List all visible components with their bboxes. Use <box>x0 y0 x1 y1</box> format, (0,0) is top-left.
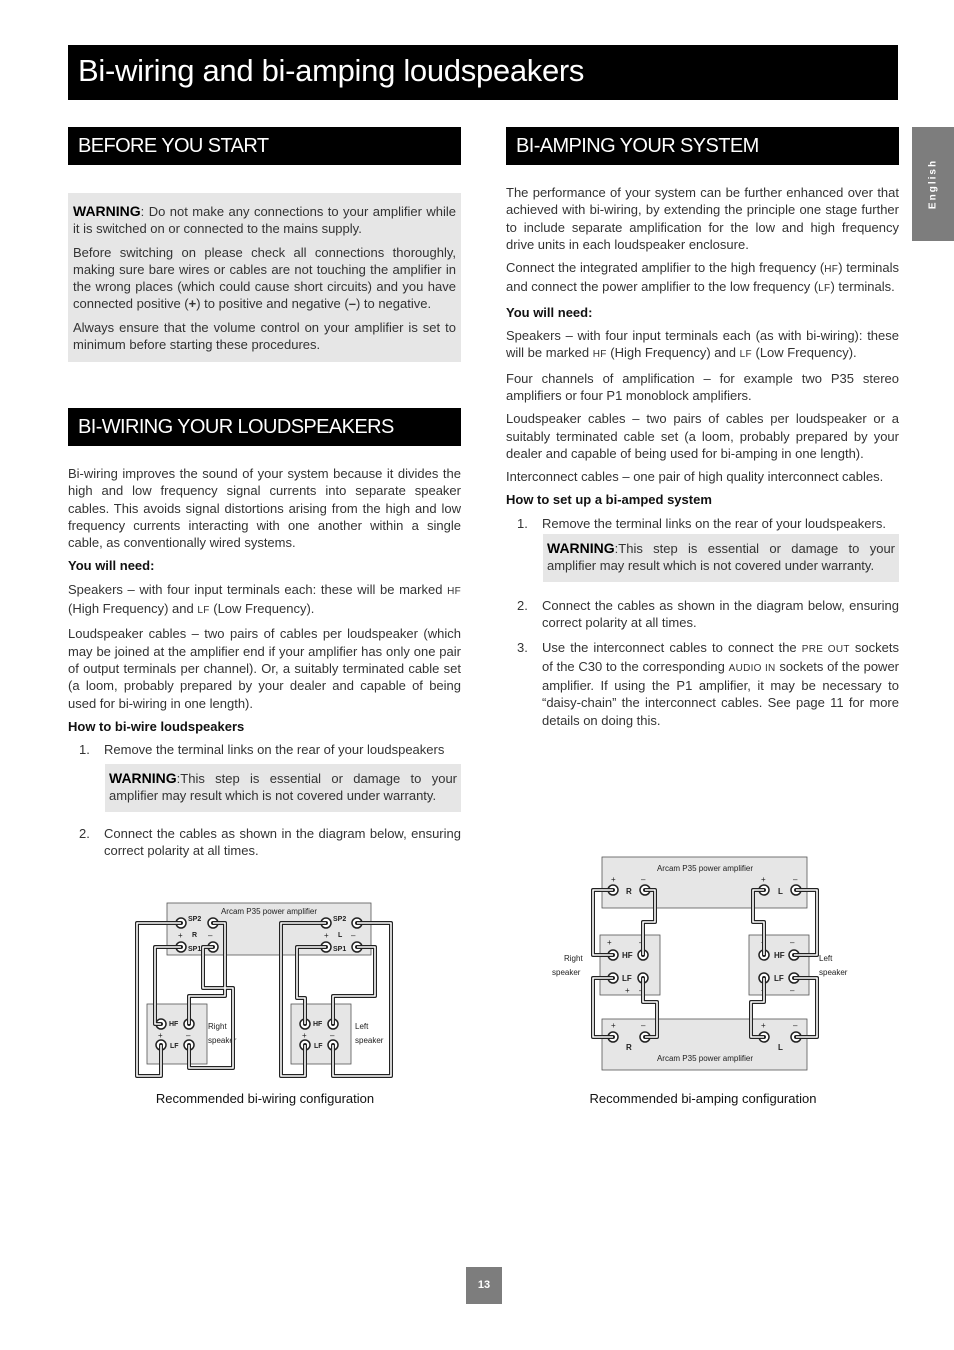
step-number: 1. <box>517 515 528 531</box>
plus-left-spk: + <box>761 938 766 947</box>
bi-amping-steps <box>506 597 899 735</box>
warning-para-2 <box>73 244 456 313</box>
bi-amping-intro: The performance of your system can be further enhanced over that achieved with bi-wiring, by extending the principle one stage further to include separate amplification for the low and high frequency drive units in each loudspeaker enclosure. <box>506 185 899 252</box>
l-label: L <box>338 932 343 939</box>
hf-right: HF <box>169 1021 179 1028</box>
step-3 <box>506 639 899 729</box>
connect-text-a: Connect the integrated amplifier to the high frequency ( <box>506 260 825 276</box>
before-you-start-heading: BEFORE YOU START <box>68 127 461 165</box>
minus-bottom-r: – <box>641 1021 646 1030</box>
step-text <box>542 639 899 729</box>
step-warning-box-right <box>543 534 899 582</box>
lf-left: LF <box>314 1043 323 1050</box>
lf-right: LF <box>622 974 632 983</box>
bi-amping-caption: Recommended bi-amping configuration <box>589 1091 817 1106</box>
sp2-r-label: SP2 <box>188 916 202 923</box>
r-label: R <box>192 932 198 939</box>
pre-out-label: PRE OUT <box>801 643 850 655</box>
minus-sign: – <box>348 296 356 312</box>
speakers-text-c: (Low Frequency). <box>209 601 315 617</box>
amp-label-bottom: Arcam P35 power amplifier <box>656 1054 754 1063</box>
step-text: Remove the terminal links on the rear of your loudspeakers <box>104 742 445 758</box>
audio-in-label: AUDIO IN <box>728 662 776 674</box>
plus-r: + <box>178 931 183 940</box>
plus-left-spk-lf: + <box>761 986 766 995</box>
language-tab <box>912 127 954 241</box>
l-top: L <box>778 887 783 896</box>
plus-top-l: + <box>761 875 766 884</box>
minus-right-spk-lf: – <box>639 986 644 995</box>
hf-left: HF <box>313 1021 323 1028</box>
speakers-text-c: (Low Frequency). <box>751 345 857 361</box>
you-will-need-heading: You will need: <box>68 558 155 574</box>
bi-wiring-caption: Recommended bi-wiring configuration <box>155 1091 375 1106</box>
minus-left-speaker: – <box>330 1031 335 1040</box>
how-to-bi-wire-heading: How to bi-wire loudspeakers <box>68 718 245 734</box>
bi-wiring-step-2 <box>68 825 461 866</box>
hf-label: HF <box>824 264 839 276</box>
step-1 <box>68 741 461 758</box>
left-speaker-label-2: speaker <box>819 968 848 977</box>
step-warning-box <box>105 764 461 812</box>
step-text: Connect the cables as shown in the diagram below, ensuring correct polarity at all times. <box>104 826 461 859</box>
step-text: Remove the terminal links on the rear of your loudspeakers. <box>542 515 886 531</box>
warning-para-2b: ) to positive and negative ( <box>196 296 349 312</box>
warning-text: : Do not make any connections to your amplifier while it is switched on or connected to the mains supply. <box>73 204 456 237</box>
plus-bottom-r: + <box>611 1021 616 1030</box>
plus-l: + <box>324 931 329 940</box>
sp2-l-label: SP2 <box>333 916 347 923</box>
cables-requirement: Loudspeaker cables – two pairs of cables per loudspeaker (which may be joined at the amplifier end if your amplifier has only one pair of output terminals per channel). Or, a suitably terminated cable set (a loom, probably prepared by your dealer and capable of being used for bi-wiring in one length). <box>68 626 461 711</box>
hf-label: HF <box>592 349 607 361</box>
lf-label: LF <box>739 349 752 361</box>
step-number: 2. <box>79 826 90 841</box>
speakers-requirement <box>506 327 899 364</box>
step3-text-c: sockets of the power amplifier. If using the P1 amplifier, it may be necessary to “daisy-chain” the interconnect cables. See page 11 for more details on doing this. <box>542 658 900 728</box>
warning-para-3: Always ensure that the volume control on your amplifier is set to minimum before starting these procedures. <box>73 319 456 353</box>
warning-label: WARNING <box>547 540 615 556</box>
l-bottom: L <box>778 1043 783 1052</box>
hf-label: HF <box>447 585 461 597</box>
bi-wiring-intro: Bi-wiring improves the sound of your system because it divides the high and low frequency signal currents into separate speaker cables. This avoids signal distortions arising from the high and low frequency currents interacting with one another within a single cable, as conventionally wired systems. <box>68 466 461 551</box>
bi-amping-diagram <box>545 852 865 1074</box>
minus-left-spk-lf: – <box>790 986 795 995</box>
step-number: 1. <box>79 742 90 758</box>
bi-wiring-heading: BI-WIRING YOUR LOUDSPEAKERS <box>68 408 461 446</box>
step3-text-a: Use the interconnect cables to connect the <box>542 639 802 655</box>
step-2 <box>68 825 461 860</box>
bi-amping-heading: BI-AMPING YOUR SYSTEM <box>506 127 899 165</box>
left-speaker-label-1: Left <box>355 1022 369 1031</box>
how-to-bi-amp-heading: How to set up a bi-amped system <box>506 492 712 508</box>
lf-left: LF <box>774 974 784 983</box>
minus-l: – <box>351 931 356 940</box>
step-2 <box>506 597 899 632</box>
minus-top-r: – <box>641 875 646 884</box>
right-speaker-label-2: speaker <box>552 968 581 977</box>
you-will-need-heading: You will need: <box>506 304 593 320</box>
left-speaker-panel <box>291 1004 351 1064</box>
plus-bottom-l: + <box>761 1021 766 1030</box>
right-speaker-label-1: Right <box>564 954 583 963</box>
cables-requirement: Loudspeaker cables – two pairs of cables per loudspeaker or a suitably terminated cable set (a loom, probably prepared by your dealer and capable of being used for bi-amping in one length). <box>506 411 899 461</box>
warning-text: :This step is essential or damage to your amplifier may result which is not covered under warranty. <box>547 541 895 574</box>
lf-label: LF <box>197 605 210 617</box>
step-warning-text <box>109 770 457 805</box>
bi-amping-body <box>506 184 899 538</box>
step3-text-b: sockets of the C30 to the corresponding <box>542 639 899 674</box>
bi-amping-connect <box>506 259 899 298</box>
speakers-text-a: Speakers – with four input terminals each (as with bi-wiring): these will be marked <box>506 328 899 361</box>
right-speaker-label-1: Right <box>208 1022 227 1031</box>
minus-top-l: – <box>793 875 798 884</box>
hf-left: HF <box>774 951 785 960</box>
speakers-text-b: (High Frequency) and <box>68 601 198 617</box>
step-number: 2. <box>517 598 528 613</box>
page-number: 13 <box>466 1267 502 1304</box>
bi-wiring-body <box>68 465 461 764</box>
step-warning-text <box>547 540 895 575</box>
bi-wiring-diagram <box>125 898 405 1083</box>
minus-r: – <box>208 931 213 940</box>
minus-left-spk: – <box>790 938 795 947</box>
right-speaker-label-2: speaker <box>208 1036 237 1045</box>
plus-top-r: + <box>611 875 616 884</box>
warning-text: :This step is essential or damage to your amplifier may result which is not covered under warranty. <box>109 771 457 804</box>
sp1-l-label: SP1 <box>333 946 347 953</box>
plus-right-spk-lf: + <box>625 986 630 995</box>
plus-right-speaker: + <box>158 1031 163 1040</box>
page-title: Bi-wiring and bi-amping loudspeakers <box>68 45 898 100</box>
speakers-requirement <box>68 581 461 620</box>
speakers-text-a: Speakers – with four input terminals each: these will be marked <box>68 581 448 597</box>
plus-sign: + <box>188 296 197 312</box>
hf-right: HF <box>622 951 633 960</box>
step-text: Connect the cables as shown in the diagram below, ensuring correct polarity at all times. <box>542 598 899 631</box>
connect-text-b: ) terminals and connect the power amplifier to the low frequency ( <box>506 260 899 295</box>
sp1-r-label: SP1 <box>188 946 202 953</box>
language-tab-label: English <box>927 158 939 210</box>
step-1 <box>506 515 899 532</box>
r-top: R <box>626 887 632 896</box>
warning-box <box>68 193 461 362</box>
step-number: 3. <box>517 639 528 655</box>
minus-right-spk: – <box>639 938 644 947</box>
minus-right-speaker: – <box>186 1031 191 1040</box>
interconnect-requirement: Interconnect cables – one pair of high quality interconnect cables. <box>506 469 884 485</box>
r-bottom: R <box>626 1043 632 1052</box>
lf-right: LF <box>170 1043 179 1050</box>
amp-label: Arcam P35 power amplifier <box>220 907 318 916</box>
lf-label: LF <box>818 283 831 295</box>
left-speaker-label-1: Left <box>819 954 833 963</box>
plus-right-spk: + <box>607 938 612 947</box>
left-speaker-panel <box>749 935 809 995</box>
warning-label: WARNING <box>109 770 177 786</box>
amp-label-top: Arcam P35 power amplifier <box>656 864 754 873</box>
channels-requirement: Four channels of amplification – for example two P35 stereo amplifiers or four P1 monoblock amplifiers. <box>506 370 899 403</box>
minus-bottom-l: – <box>793 1021 798 1030</box>
warning-label: WARNING <box>73 203 141 219</box>
left-speaker-label-2: speaker <box>355 1036 384 1045</box>
connect-text-c: ) terminals. <box>830 279 895 295</box>
warning-para-2a: Before switching on please check all connections thoroughly, making sure bare wires or cables are not touching the amplifier in the wrong places (which could cause short circuits) and you have connected positive ( <box>73 244 456 312</box>
warning-para-2c: ) to negative. <box>355 296 432 312</box>
warning-para-1 <box>73 203 456 238</box>
speakers-text-b: (High Frequency) and <box>606 345 740 361</box>
plus-left-speaker: + <box>302 1031 307 1040</box>
